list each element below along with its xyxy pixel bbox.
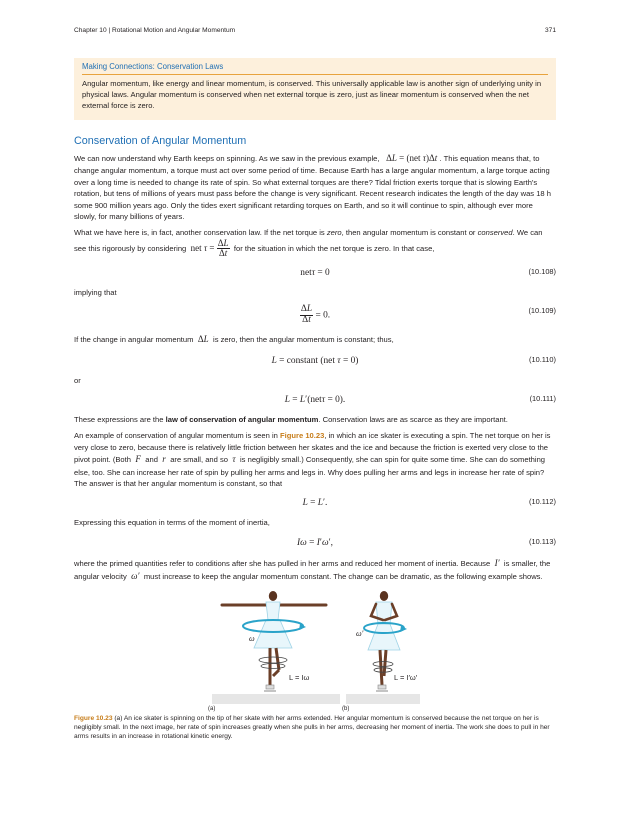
- ice-surface-a: [212, 694, 340, 704]
- right-leg: [276, 648, 279, 670]
- equation-number: (10.111): [529, 393, 556, 403]
- paragraph-skater: An example of conservation of angular momentum is seen in Figure 10.23, in which an ice skater is executing a spin. The net torque on her is very close to zero, because there is relatively little friction between her skates and the ice and because the friction is exerted very close to the pivot point. (Both F and r are small, and so τ is negligibly small.) Consequently, she can spin for quite some time. She can do something else, too. She can increase her rate of spin by pulling her arms and legs in. Why does pulling her arms and legs in increase her rate of spin? The answer is that her angular momentum is constant, so that: [74, 431, 551, 488]
- figure-caption: Figure 10.23 (a) An ice skater is spinning on the tip of her skate with her arms extended. Her angular momentum is conserved because the net torque on her is negligibly small. In the next image, her rate of spin increases greatly when she pulls in her arms, decreasing her moment of inertia. The work she does to pull in her arms results in an increase in rotational kinetic energy.: [74, 714, 550, 740]
- inline-math: net τ = $\frac{\Delta L}{\Delta t}$: [188, 237, 229, 259]
- paragraph-law: These expressions are the law of conservation of angular momentum. Conservation laws are as scarce as they are important.: [74, 414, 508, 424]
- chapter-title: Chapter 10 | Rotational Motion and Angular Momentum: [74, 27, 236, 34]
- torso: [266, 602, 280, 620]
- connections-text: Angular momentum, like energy and linear momentum, is conserved. This universally applicable law is another sign of underlying unity in physical laws. Angular momentum is conserved when net external torque is zero, just as linear momentum is conserved when the net external force is zero.: [82, 78, 542, 111]
- equation-10-108: netτ = 0 (10.108): [300, 266, 556, 278]
- equation-number: (10.112): [529, 497, 556, 507]
- equation-10-112: L = L′. (10.112): [302, 497, 556, 509]
- equation-number: (10.113): [529, 536, 556, 546]
- equation-10-111: L = L′(netτ = 0). (10.111): [284, 393, 556, 405]
- panel-label-a: (a): [208, 705, 216, 712]
- spin-ring-b1: [373, 661, 393, 666]
- skirt: [368, 624, 400, 650]
- panel-label-b: (b): [342, 705, 350, 712]
- paragraph-implying: implying that: [74, 287, 117, 297]
- connections-box: [74, 58, 556, 120]
- section-title: Conservation of Angular Momentum: [74, 134, 247, 147]
- equation-number: (10.109): [528, 306, 556, 315]
- skater-illustration: [74, 590, 556, 712]
- equation-number: (10.110): [529, 354, 556, 364]
- spin-ring-a2: [261, 663, 285, 668]
- law-label-a: L = Iω: [289, 672, 310, 682]
- skate: [266, 685, 274, 689]
- paragraph-conservation-law: What we have here is, in fact, another conservation law. If the net torque is zero, then angular momentum is constant or conserved. We can see this rigorously by considering net τ = $\frac{\Delta L}{\Delta t}$ for the situation in which the net torque is zero. In that case,: [74, 228, 543, 259]
- paragraph-or: or: [74, 375, 81, 385]
- spin-ring-a1: [259, 657, 287, 663]
- running-head: [74, 26, 556, 36]
- equation-10-113: Iω = I′ω′, (10.113): [297, 536, 556, 548]
- ice-surface-b: [346, 694, 420, 704]
- law-label-b: L = I′ω′: [394, 672, 418, 682]
- equation-10-109: $\frac{\Delta L}{\Delta t}$ = 0. (10.109): [300, 304, 556, 325]
- main-content: [74, 58, 556, 741]
- right-calf: [273, 670, 279, 676]
- paragraph-primed: where the primed quantities refer to conditions after she has pulled in her arms and reduced her moment of inertia. Because I′ is smaller, the angular velocity ω′ must increase to keep the angular momentum constant. The change can be dramatic, as the following example shows.: [74, 557, 551, 582]
- equation-number: (10.108): [528, 266, 556, 276]
- omega-label-a: ω: [249, 633, 255, 643]
- head: [380, 591, 388, 601]
- caption-figure-ref: Figure 10.23: [74, 714, 113, 722]
- head: [269, 591, 277, 601]
- skate: [378, 685, 386, 689]
- inline-math: ΔL = (net τ)Δt: [381, 152, 438, 163]
- figure-10-23: [74, 590, 556, 712]
- paragraph-if-change: If the change in angular momentum ΔL is zero, then the angular momentum is constant; thus,: [74, 334, 394, 344]
- connections-title: Making Connections: Conservation Laws: [82, 61, 548, 75]
- paragraph-moment: Expressing this equation in terms of the moment of inertia,: [74, 518, 270, 528]
- paragraph-earth-spin: We can now understand why Earth keeps on spinning. As we saw in the previous example, ΔL = (net τ)Δt . This equation means that, to change angular momentum, a torque must act over some period of time. Because Earth has a large angular momentum, a large torque acting over a long time is needed to change its rate of spin. So what external torques are there? Tidal friction exerts torque that is slowing Earth's rotation, but tens of millions of years must pass before the change is very significant. Recent research indicates the length of the day was 18 h some 900 million years ago. Only the tides exert significant retarding torques on Earth, and so it will continue to spin, although ever more slowly, for many billions of years.: [74, 152, 551, 221]
- skater-arms-extended: [222, 591, 326, 691]
- figure-link[interactable]: Figure 10.23: [280, 431, 325, 441]
- page-number: 371: [544, 27, 556, 34]
- equation-10-110: L = constant (net τ = 0) (10.110): [271, 354, 556, 366]
- omega-label-b: ω′: [356, 628, 364, 638]
- skirt: [254, 620, 292, 648]
